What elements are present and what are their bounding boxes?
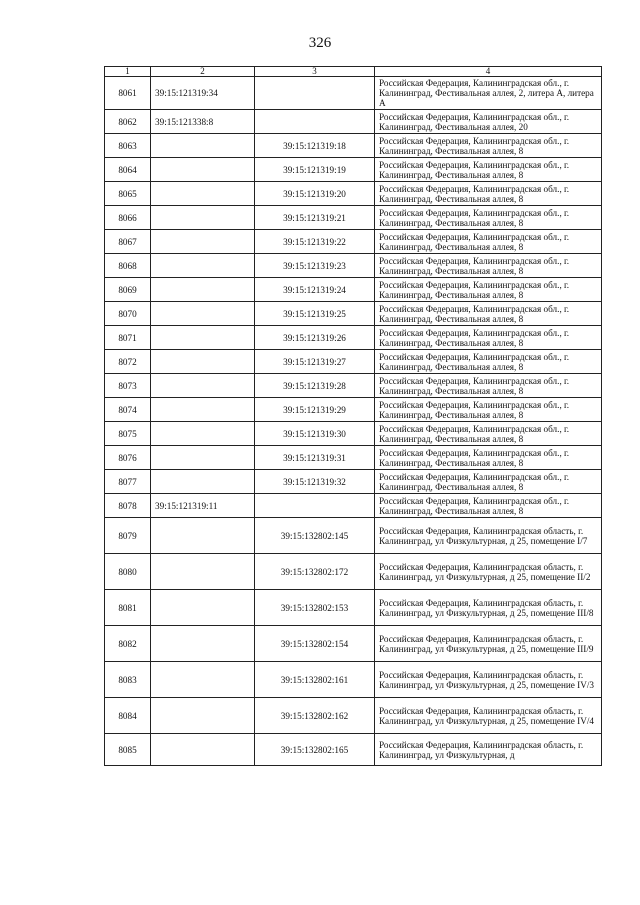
address-cell: Российская Федерация, Калининградская обл., г. Калининград, Фестивальная аллея, 8 (375, 326, 602, 350)
table-row (105, 494, 602, 518)
cadastral-number-col3: 39:15:121319:21 (255, 206, 375, 230)
cadastral-number-col2 (151, 518, 255, 554)
address-cell: Российская Федерация, Калининградская обл., г. Калининград, Фестивальная аллея, 8 (375, 206, 602, 230)
table-row (105, 470, 602, 494)
cadastral-number-col3: 39:15:121319:27 (255, 350, 375, 374)
row-number: 8080 (105, 554, 151, 590)
cadastral-number-col2 (151, 398, 255, 422)
table-row (105, 302, 602, 326)
row-number: 8081 (105, 590, 151, 626)
cadastral-number-col2 (151, 206, 255, 230)
address-cell: Российская Федерация, Калининградская обл., г. Калининград, Фестивальная аллея, 8 (375, 302, 602, 326)
row-number: 8066 (105, 206, 151, 230)
page-number: 326 (308, 35, 332, 51)
row-number: 8061 (105, 77, 151, 110)
cadastral-number-col3: 39:15:132802:172 (255, 554, 375, 590)
address-cell: Российская Федерация, Калининградская область, г. Калининград, ул Физкультурная, д 25, помещение IV/4 (375, 698, 602, 734)
row-number: 8074 (105, 398, 151, 422)
row-number: 8065 (105, 182, 151, 206)
cadastral-number-col3: 39:15:121319:26 (255, 326, 375, 350)
cadastral-number-col2 (151, 134, 255, 158)
address-cell: Российская Федерация, Калининградская область, г. Калининград, ул Физкультурная, д 25, помещение IV/3 (375, 662, 602, 698)
cadastral-number-col2 (151, 446, 255, 470)
cadastral-number-col2 (151, 302, 255, 326)
address-cell: Российская Федерация, Калининградская обл., г. Калининград, Фестивальная аллея, 8 (375, 422, 602, 446)
row-number: 8079 (105, 518, 151, 554)
row-number: 8083 (105, 662, 151, 698)
column-header-3: 3 (255, 67, 375, 77)
cadastral-number-col2 (151, 350, 255, 374)
address-cell: Российская Федерация, Калининградская обл., г. Калининград, Фестивальная аллея, 2, литера А, литера А (375, 77, 602, 110)
table-row (105, 134, 602, 158)
row-number: 8070 (105, 302, 151, 326)
address-cell: Российская Федерация, Калининградская обл., г. Калининград, Фестивальная аллея, 8 (375, 446, 602, 470)
cadastral-number-col2 (151, 470, 255, 494)
table-row (105, 182, 602, 206)
table-row (105, 278, 602, 302)
table-row (105, 158, 602, 182)
address-cell: Российская Федерация, Калининградская обл., г. Калининград, Фестивальная аллея, 20 (375, 110, 602, 134)
table-row (105, 518, 602, 554)
cadastral-number-col2 (151, 326, 255, 350)
cadastral-number-col3: 39:15:121319:31 (255, 446, 375, 470)
row-number: 8075 (105, 422, 151, 446)
table-row (105, 422, 602, 446)
address-cell: Российская Федерация, Калининградская область, г. Калининград, ул Физкультурная, д 25, помещение III/8 (375, 590, 602, 626)
table-row (105, 554, 602, 590)
table-header (105, 67, 602, 77)
registry-table (104, 66, 602, 766)
column-header-2: 2 (151, 67, 255, 77)
cadastral-number-col3: 39:15:132802:165 (255, 734, 375, 766)
cadastral-number-col3 (255, 110, 375, 134)
cadastral-number-col3: 39:15:121319:19 (255, 158, 375, 182)
cadastral-number-col3: 39:15:121319:28 (255, 374, 375, 398)
cadastral-number-col3 (255, 77, 375, 110)
cadastral-number-col2 (151, 626, 255, 662)
address-cell: Российская Федерация, Калининградская обл., г. Калининград, Фестивальная аллея, 8 (375, 254, 602, 278)
address-cell: Российская Федерация, Калининградская обл., г. Калининград, Фестивальная аллея, 8 (375, 470, 602, 494)
row-number: 8077 (105, 470, 151, 494)
row-number: 8063 (105, 134, 151, 158)
row-number: 8082 (105, 626, 151, 662)
cadastral-number-col3: 39:15:121319:22 (255, 230, 375, 254)
table-row (105, 662, 602, 698)
cadastral-number-col3: 39:15:132802:154 (255, 626, 375, 662)
cadastral-number-col2 (151, 422, 255, 446)
column-header-1: 1 (105, 67, 151, 77)
cadastral-number-col2: 39:15:121319:11 (151, 494, 255, 518)
cadastral-number-col3: 39:15:132802:153 (255, 590, 375, 626)
cadastral-number-col3: 39:15:132802:145 (255, 518, 375, 554)
address-cell: Российская Федерация, Калининградская обл., г. Калининград, Фестивальная аллея, 8 (375, 158, 602, 182)
table-row (105, 734, 602, 766)
row-number: 8076 (105, 446, 151, 470)
cadastral-number-col2 (151, 254, 255, 278)
cadastral-number-col2 (151, 734, 255, 766)
table-row (105, 230, 602, 254)
table-row (105, 350, 602, 374)
cadastral-number-col2: 39:15:121338:8 (151, 110, 255, 134)
table-row (105, 77, 602, 110)
cadastral-number-col3: 39:15:121319:23 (255, 254, 375, 278)
row-number: 8067 (105, 230, 151, 254)
row-number: 8072 (105, 350, 151, 374)
cadastral-number-col3: 39:15:132802:161 (255, 662, 375, 698)
table-row (105, 398, 602, 422)
cadastral-number-col3: 39:15:121319:30 (255, 422, 375, 446)
cadastral-number-col2 (151, 590, 255, 626)
address-cell: Российская Федерация, Калининградская обл., г. Калининград, Фестивальная аллея, 8 (375, 182, 602, 206)
table-row (105, 698, 602, 734)
table-row (105, 110, 602, 134)
table-row (105, 326, 602, 350)
address-cell: Российская Федерация, Калининградская обл., г. Калининград, Фестивальная аллея, 8 (375, 374, 602, 398)
row-number: 8073 (105, 374, 151, 398)
address-cell: Российская Федерация, Калининградская обл., г. Калининград, Фестивальная аллея, 8 (375, 350, 602, 374)
cadastral-number-col3: 39:15:121319:20 (255, 182, 375, 206)
table-body (105, 77, 602, 766)
cadastral-number-col3: 39:15:121319:25 (255, 302, 375, 326)
row-number: 8069 (105, 278, 151, 302)
cadastral-number-col2 (151, 374, 255, 398)
row-number: 8085 (105, 734, 151, 766)
cadastral-number-col3 (255, 494, 375, 518)
row-number: 8062 (105, 110, 151, 134)
address-cell: Российская Федерация, Калининградская обл., г. Калининград, Фестивальная аллея, 8 (375, 134, 602, 158)
table-row (105, 590, 602, 626)
row-number: 8071 (105, 326, 151, 350)
cadastral-number-col2: 39:15:121319:34 (151, 77, 255, 110)
address-cell: Российская Федерация, Калининградская область, г. Калининград, ул Физкультурная, д 25, помещение I/7 (375, 518, 602, 554)
cadastral-number-col3: 39:15:121319:24 (255, 278, 375, 302)
address-cell: Российская Федерация, Калининградская область, г. Калининград, ул Физкультурная, д 25, помещение III/9 (375, 626, 602, 662)
cadastral-number-col2 (151, 662, 255, 698)
table-row (105, 254, 602, 278)
cadastral-number-col2 (151, 230, 255, 254)
row-number: 8064 (105, 158, 151, 182)
cadastral-number-col3: 39:15:121319:29 (255, 398, 375, 422)
cadastral-number-col3: 39:15:121319:18 (255, 134, 375, 158)
cadastral-number-col2 (151, 278, 255, 302)
address-cell: Российская Федерация, Калининградская обл., г. Калининград, Фестивальная аллея, 8 (375, 278, 602, 302)
table-row (105, 206, 602, 230)
table-row (105, 374, 602, 398)
column-header-4: 4 (375, 67, 602, 77)
table-row (105, 626, 602, 662)
address-cell: Российская Федерация, Калининградская область, г. Калининград, ул Физкультурная, д (375, 734, 602, 766)
row-number: 8068 (105, 254, 151, 278)
cadastral-number-col2 (151, 182, 255, 206)
row-number: 8078 (105, 494, 151, 518)
cadastral-number-col2 (151, 698, 255, 734)
cadastral-number-col3: 39:15:132802:162 (255, 698, 375, 734)
cadastral-number-col2 (151, 158, 255, 182)
address-cell: Российская Федерация, Калининградская обл., г. Калининград, Фестивальная аллея, 8 (375, 230, 602, 254)
address-cell: Российская Федерация, Калининградская область, г. Калининград, ул Физкультурная, д 25, помещение II/2 (375, 554, 602, 590)
row-number: 8084 (105, 698, 151, 734)
address-cell: Российская Федерация, Калининградская обл., г. Калининград, Фестивальная аллея, 8 (375, 494, 602, 518)
cadastral-number-col2 (151, 554, 255, 590)
cadastral-number-col3: 39:15:121319:32 (255, 470, 375, 494)
table-row (105, 446, 602, 470)
address-cell: Российская Федерация, Калининградская обл., г. Калининград, Фестивальная аллея, 8 (375, 398, 602, 422)
